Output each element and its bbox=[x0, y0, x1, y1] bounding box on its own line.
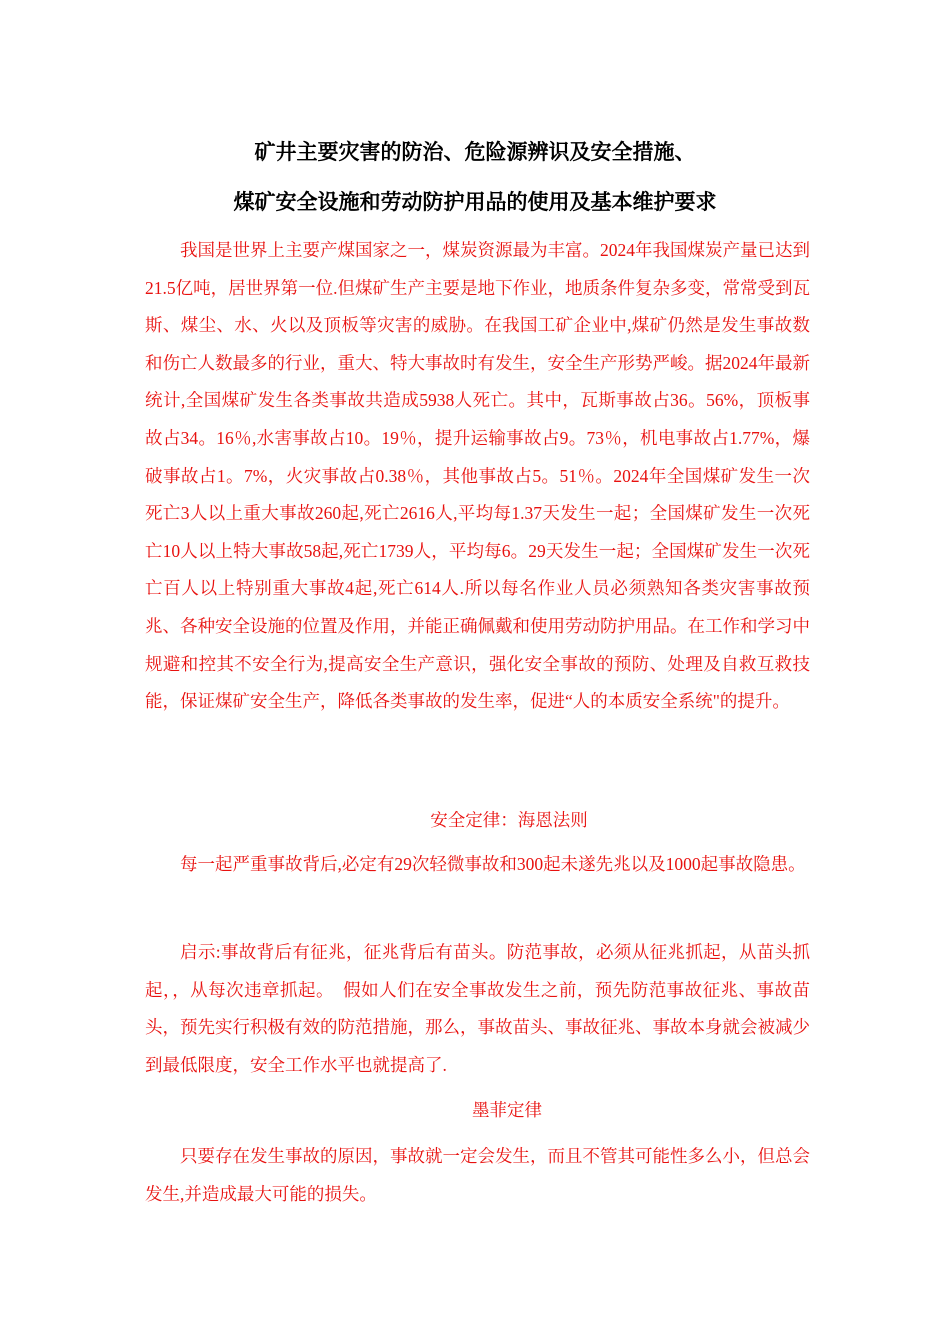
document-title-line-1: 矿井主要灾害的防治、危险源辨识及安全措施、 bbox=[254, 139, 696, 164]
heinrich-law-heading: 安全定律：海恩法则 bbox=[430, 810, 588, 830]
intro-paragraph: 我国是世界上主要产煤国家之一，煤炭资源最为丰富。2024年我国煤炭产量已达到21.5亿吨，居世界第一位.但煤矿生产主要是地下作业，地质条件复杂多变，常常受到瓦斯、煤尘、水、火以及顶板等灾害的威胁。在我国工矿企业中,煤矿仍然是发生事故数和伤亡人数最多的行业，重大、特大事故时有发生，安全生产形势严峻。据2024年最新统计,全国煤矿发生各类事故共造成5938人死亡。其中，瓦斯事故占36。56%，顶板事故占34。16％,水害事故占10。19％，提升运输事故占9。73％，机电事故占1.77%，爆破事故占1。7%，火灾事故占0.38％，其他事故占5。51％。2024年全国煤矿发生一次死亡3人以上重大事故260起,死亡2616人,平均每1.37天发生一起；全国煤矿发生一次死亡10人以上特大事故58起,死亡1739人，平均每6。29天发生一起；全国煤矿发生一次死亡百人以上特别重大事故4起,死亡614人.所以每名作业人员必须熟知各类灾害事故预兆、各种安全设施的位置及作用，并能正确佩戴和使用劳动防护用品。在工作和学习中规避和控其不安全行为,提高安全生产意识，强化安全事故的预防、处理及自救互救技能，保证煤矿安全生产，降低各类事故的发生率，促进“人的本质安全系统"的提升。 bbox=[145, 240, 810, 712]
murphy-law-heading: 墨菲定律 bbox=[472, 1100, 542, 1120]
heinrich-law-paragraph: 每一起严重事故背后,必定有29次轻微事故和300起未遂先兆以及1000起事故隐患。 bbox=[180, 854, 806, 874]
document-title-line-2: 煤矿安全设施和劳动防护用品的使用及基本维护要求 bbox=[233, 189, 717, 214]
insight-paragraph: 启示:事故背后有征兆，征兆背后有苗头。防范事故，必须从征兆抓起，从苗头抓起，，从每次违章抓起。 假如人们在安全事故发生之前，预先防范事故征兆、事故苗头，预先实行积极有效的防范措施，那么，事故苗头、事故征兆、事故本身就会被减少到最低限度，安全工作水平也就提高了. bbox=[145, 942, 810, 1075]
murphy-law-paragraph: 只要存在发生事故的原因，事故就一定会发生，而且不管其可能性多么小，但总会发生,并造成最大可能的损失。 bbox=[145, 1146, 810, 1204]
